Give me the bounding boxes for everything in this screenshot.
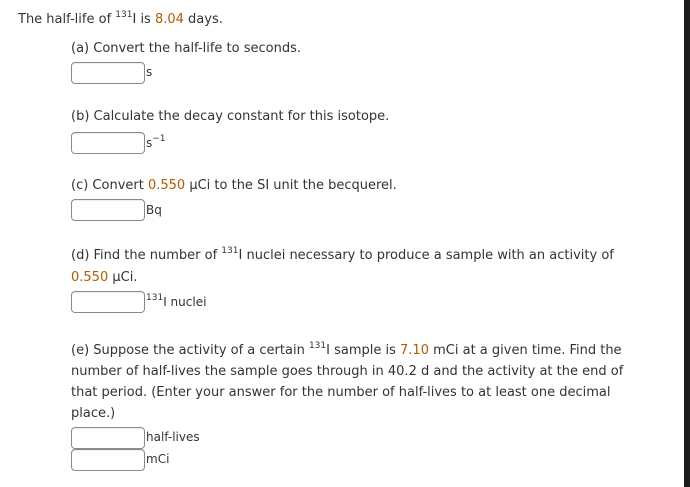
intro-text: is	[136, 12, 155, 27]
part-e-question-line4: place.)	[71, 406, 116, 421]
part-a-question: (a) Convert the half-life to seconds.	[71, 41, 302, 56]
part-e-question-line3: that period. (Enter your answer for the number of half-lives to at least one decimal	[71, 385, 611, 400]
half-life-value: 8.04	[154, 12, 184, 27]
isotope-symbol: I	[326, 343, 330, 358]
isotope-symbol: I	[132, 12, 137, 27]
part-d-question-line1	[71, 248, 614, 265]
activity-value: 0.550	[71, 270, 109, 285]
question-text: (d) Find the number of	[71, 248, 222, 263]
isotope-symbol: I	[238, 248, 243, 263]
isotope-symbol: I	[163, 295, 167, 309]
part-e-question-line2: number of half-lives the sample goes through in 40.2 d and the activity at the end of	[71, 364, 624, 379]
part-c-unit: Bq	[146, 203, 162, 217]
part-a-unit: s	[146, 65, 153, 79]
isotope-mass-number: 131	[221, 246, 239, 256]
intro-text: days.	[183, 12, 223, 27]
isotope-mass-number: 131	[115, 10, 133, 20]
isotope-mass-number: 131	[146, 293, 164, 303]
unit-exponent: −1	[152, 134, 166, 144]
part-e-half-lives-unit: half-lives	[146, 430, 200, 444]
isotope-mass-number: 131	[308, 341, 327, 351]
question-text: to the SI unit the becquerel.	[210, 178, 397, 193]
question-text: (c) Convert	[71, 178, 148, 193]
activity-unit: µCi.	[108, 270, 138, 285]
part-d-question-line2	[71, 270, 137, 286]
part-c-answer-input[interactable]	[71, 199, 145, 221]
unit-label: nuclei	[166, 295, 207, 309]
activity-value: 7.10	[400, 343, 429, 358]
unit-base: s	[146, 136, 153, 150]
intro-text: The half-life of	[18, 12, 116, 27]
part-d-answer-input[interactable]	[71, 291, 145, 313]
part-e-activity-unit: mCi	[146, 452, 170, 466]
part-b-question: (b) Calculate the decay constant for this isotope.	[71, 109, 390, 124]
question-text: nuclei necessary to produce a sample with an activity of	[242, 248, 614, 263]
activity-unit: µCi	[185, 178, 211, 193]
part-e-half-lives-input[interactable]	[71, 427, 145, 449]
part-b-unit	[146, 135, 166, 153]
part-e-question-line1	[71, 343, 622, 360]
question-text: sample is	[329, 343, 401, 358]
window-edge-bar	[684, 0, 690, 487]
part-d-unit	[146, 294, 206, 312]
problem-intro	[18, 12, 223, 29]
question-text: mCi at a given time. Find the	[428, 343, 622, 358]
part-b-answer-input[interactable]	[71, 132, 145, 154]
question-text: (e) Suppose the activity of a certain	[71, 343, 309, 358]
part-e-activity-input[interactable]	[71, 449, 145, 471]
part-c-question	[71, 178, 397, 194]
activity-value: 0.550	[147, 178, 186, 193]
part-a-answer-input[interactable]	[71, 62, 145, 84]
